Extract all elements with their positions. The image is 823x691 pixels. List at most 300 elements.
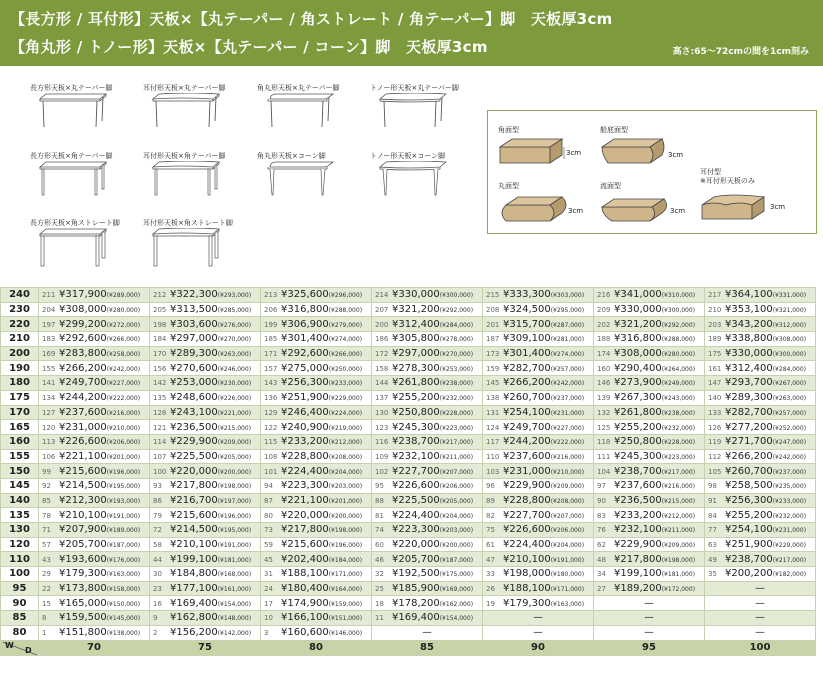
price-excl-tax: (¥200,000) xyxy=(328,512,363,520)
price-cell xyxy=(705,317,816,332)
item-code: 207 xyxy=(375,306,389,315)
item-code: 27 xyxy=(597,585,606,594)
price-value: ¥202,400 xyxy=(281,553,329,565)
table-label: 長方形天板×丸テーパー脚 xyxy=(30,84,113,92)
price-value: ¥223,300 xyxy=(392,524,440,536)
item-code: 79 xyxy=(153,511,162,520)
price-cell xyxy=(594,317,705,332)
price-cell xyxy=(483,332,594,347)
price-excl-tax: (¥238,000) xyxy=(661,409,696,417)
price-cell xyxy=(594,567,705,582)
price-excl-tax: (¥293,000) xyxy=(217,292,252,300)
item-code: 175 xyxy=(708,350,722,359)
price-value: ¥256,300 xyxy=(281,377,329,389)
price-cell xyxy=(594,523,705,538)
price-excl-tax: (¥300,000) xyxy=(439,292,474,300)
price-table xyxy=(0,287,816,656)
price-cell xyxy=(372,552,483,567)
price-cell xyxy=(39,508,150,523)
price-value: ¥244,200 xyxy=(59,392,107,404)
price-cell xyxy=(372,346,483,361)
header-band xyxy=(0,0,823,66)
width-cell: 100 xyxy=(1,567,39,582)
item-code: 61 xyxy=(486,541,495,550)
price-cell xyxy=(705,464,816,479)
table-illustration xyxy=(143,83,253,153)
price-excl-tax: (¥204,000) xyxy=(550,542,585,550)
price-value: ¥312,400 xyxy=(392,318,440,330)
item-code: 78 xyxy=(42,511,51,520)
price-cell xyxy=(261,625,372,640)
width-cell: 210 xyxy=(1,332,39,347)
item-code: 105 xyxy=(708,467,722,476)
price-value: ¥217,800 xyxy=(614,553,662,565)
price-excl-tax: (¥217,000) xyxy=(439,439,474,447)
unavailable-cell: — xyxy=(483,611,594,626)
price-cell xyxy=(39,420,150,435)
price-cell xyxy=(483,523,594,538)
price-cell xyxy=(39,581,150,596)
table-label: トノー形天板×丸テーパー脚 xyxy=(370,84,459,92)
item-code: 72 xyxy=(153,526,162,535)
price-excl-tax: (¥276,000) xyxy=(217,321,252,329)
price-value: ¥205,700 xyxy=(59,539,107,551)
depth-label: 80 xyxy=(261,640,372,655)
price-excl-tax: (¥227,000) xyxy=(106,380,141,388)
price-value: ¥229,900 xyxy=(614,539,662,551)
item-code: 119 xyxy=(708,438,722,447)
price-excl-tax: (¥238,000) xyxy=(439,380,474,388)
width-cell: 175 xyxy=(1,390,39,405)
item-code: 30 xyxy=(153,570,162,579)
item-code: 170 xyxy=(153,350,167,359)
width-cell: 200 xyxy=(1,346,39,361)
price-value: ¥315,700 xyxy=(503,318,551,330)
item-code: 26 xyxy=(486,585,495,594)
price-value: ¥215,600 xyxy=(170,509,218,521)
item-code: 73 xyxy=(264,526,273,535)
item-code: 183 xyxy=(42,335,56,344)
item-code: 206 xyxy=(264,306,278,315)
item-code: 203 xyxy=(708,320,722,329)
item-code: 60 xyxy=(375,541,384,550)
item-code: 90 xyxy=(597,496,606,505)
price-value: ¥233,200 xyxy=(281,436,329,448)
item-code: 103 xyxy=(486,467,500,476)
price-value: ¥216,700 xyxy=(170,494,218,506)
price-cell xyxy=(39,537,150,552)
price-value: ¥199,100 xyxy=(614,568,662,580)
price-cell xyxy=(372,493,483,508)
depth-header-row xyxy=(1,640,816,655)
price-value: ¥251,900 xyxy=(281,392,329,404)
unavailable-cell: — xyxy=(594,611,705,626)
item-code: 115 xyxy=(264,438,278,447)
price-excl-tax: (¥219,000) xyxy=(328,424,363,432)
width-cell: 150 xyxy=(1,464,39,479)
item-code: 145 xyxy=(486,379,500,388)
price-excl-tax: (¥198,000) xyxy=(328,527,363,535)
item-code: 85 xyxy=(42,496,51,505)
price-excl-tax: (¥246,000) xyxy=(217,365,252,373)
item-code: 174 xyxy=(597,350,611,359)
price-cell xyxy=(594,478,705,493)
price-value: ¥256,300 xyxy=(725,494,773,506)
table-drawing xyxy=(151,93,221,129)
width-cell: 80 xyxy=(1,625,39,640)
price-excl-tax: (¥280,000) xyxy=(106,307,141,315)
price-value: ¥189,200 xyxy=(614,583,662,595)
price-value: ¥205,700 xyxy=(392,553,440,565)
table-row xyxy=(1,508,816,523)
price-value: ¥266,200 xyxy=(725,450,773,462)
price-cell xyxy=(483,449,594,464)
price-excl-tax: (¥223,000) xyxy=(661,453,696,461)
price-cell xyxy=(483,508,594,523)
item-code: 58 xyxy=(153,541,162,550)
price-excl-tax: (¥242,000) xyxy=(106,365,141,373)
price-excl-tax: (¥187,000) xyxy=(106,542,141,550)
price-cell xyxy=(261,361,372,376)
item-code: 71 xyxy=(42,526,51,535)
price-value: ¥156,200 xyxy=(170,627,218,639)
item-code: 93 xyxy=(153,482,162,491)
price-excl-tax: (¥235,000) xyxy=(772,483,807,491)
price-excl-tax: (¥203,000) xyxy=(328,483,363,491)
item-code: 161 xyxy=(708,364,722,373)
price-cell xyxy=(594,376,705,391)
price-value: ¥282,700 xyxy=(725,406,773,418)
price-excl-tax: (¥284,000) xyxy=(439,321,474,329)
item-code: 45 xyxy=(264,555,273,564)
price-cell xyxy=(483,434,594,449)
item-code: 102 xyxy=(375,467,389,476)
price-excl-tax: (¥253,000) xyxy=(439,365,474,373)
thickness-label: 3cm xyxy=(566,149,582,157)
price-cell xyxy=(150,523,261,538)
table-label: 耳付形天板×角テーパー脚 xyxy=(143,152,226,160)
item-code: 62 xyxy=(597,541,606,550)
item-code: 124 xyxy=(486,423,500,432)
item-code: 2 xyxy=(153,629,158,638)
width-cell: 95 xyxy=(1,581,39,596)
price-value: ¥317,900 xyxy=(59,289,107,301)
width-cell: 155 xyxy=(1,449,39,464)
axis-d-label: D xyxy=(25,645,32,655)
price-cell xyxy=(39,611,150,626)
price-value: ¥248,600 xyxy=(170,392,218,404)
price-cell xyxy=(261,434,372,449)
price-excl-tax: (¥247,000) xyxy=(772,439,807,447)
price-excl-tax: (¥151,000) xyxy=(328,615,363,623)
price-cell xyxy=(705,537,816,552)
price-excl-tax: (¥303,000) xyxy=(550,292,585,300)
price-value: ¥232,100 xyxy=(614,524,662,536)
price-value: ¥223,300 xyxy=(281,480,329,492)
item-code: 44 xyxy=(153,555,162,564)
price-cell xyxy=(705,420,816,435)
item-code: 35 xyxy=(708,570,717,579)
item-code: 89 xyxy=(486,496,495,505)
price-cell xyxy=(39,625,150,640)
table-illustration xyxy=(30,83,140,153)
price-value: ¥179,300 xyxy=(59,568,107,580)
price-value: ¥162,800 xyxy=(170,612,218,624)
price-value: ¥246,400 xyxy=(281,406,329,418)
price-excl-tax: (¥250,000) xyxy=(328,365,363,373)
price-value: ¥266,200 xyxy=(59,362,107,374)
thickness-label: 3cm xyxy=(670,207,686,215)
price-cell xyxy=(39,449,150,464)
price-value: ¥278,300 xyxy=(392,362,440,374)
price-value: ¥237,600 xyxy=(503,450,551,462)
price-excl-tax: (¥310,000) xyxy=(661,292,696,300)
price-value: ¥364,100 xyxy=(725,289,773,301)
price-value: ¥238,700 xyxy=(614,465,662,477)
price-excl-tax: (¥228,000) xyxy=(661,439,696,447)
price-excl-tax: (¥280,000) xyxy=(661,351,696,359)
price-value: ¥333,300 xyxy=(503,289,551,301)
item-code: 57 xyxy=(42,541,51,550)
item-code: 160 xyxy=(597,364,611,373)
price-value: ¥210,100 xyxy=(59,509,107,521)
item-code: 86 xyxy=(153,496,162,505)
price-cell xyxy=(39,464,150,479)
price-excl-tax: (¥221,000) xyxy=(217,409,252,417)
price-value: ¥188,100 xyxy=(503,583,551,595)
price-excl-tax: (¥284,000) xyxy=(772,365,807,373)
price-cell xyxy=(261,302,372,317)
item-code: 137 xyxy=(375,394,389,403)
price-excl-tax: (¥205,000) xyxy=(217,453,252,461)
item-code: 47 xyxy=(486,555,495,564)
table-row xyxy=(1,596,816,611)
price-cell xyxy=(372,478,483,493)
price-value: ¥210,100 xyxy=(170,539,218,551)
price-cell xyxy=(39,596,150,611)
price-cell xyxy=(594,332,705,347)
price-excl-tax: (¥208,000) xyxy=(550,497,585,505)
price-value: ¥343,200 xyxy=(725,318,773,330)
price-excl-tax: (¥223,000) xyxy=(439,424,474,432)
price-excl-tax: (¥228,000) xyxy=(439,409,474,417)
price-value: ¥151,800 xyxy=(59,627,107,639)
price-value: ¥261,800 xyxy=(392,377,440,389)
price-cell xyxy=(705,493,816,508)
price-value: ¥290,400 xyxy=(614,362,662,374)
axis-w-label: W xyxy=(5,640,14,650)
width-cell: 120 xyxy=(1,537,39,552)
price-cell xyxy=(705,552,816,567)
price-excl-tax: (¥205,000) xyxy=(439,497,474,505)
price-excl-tax: (¥164,000) xyxy=(328,586,363,594)
price-cell xyxy=(594,552,705,567)
width-cell: 130 xyxy=(1,523,39,538)
width-cell: 135 xyxy=(1,508,39,523)
price-value: ¥353,100 xyxy=(725,304,773,316)
price-cell xyxy=(150,434,261,449)
price-cell xyxy=(372,376,483,391)
item-code: 59 xyxy=(264,541,273,550)
price-cell xyxy=(705,449,816,464)
price-value: ¥179,300 xyxy=(503,597,551,609)
price-cell xyxy=(261,376,372,391)
item-code: 32 xyxy=(375,570,384,579)
price-cell xyxy=(39,346,150,361)
edge-type-note: ※耳付形天板のみ xyxy=(700,177,755,185)
price-excl-tax: (¥211,000) xyxy=(661,527,696,535)
price-excl-tax: (¥209,000) xyxy=(217,439,252,447)
item-code: 9 xyxy=(153,614,158,623)
price-cell xyxy=(150,361,261,376)
price-excl-tax: (¥308,000) xyxy=(772,336,807,344)
price-cell xyxy=(705,376,816,391)
price-excl-tax: (¥281,000) xyxy=(550,336,585,344)
price-excl-tax: (¥148,000) xyxy=(217,615,252,623)
price-cell xyxy=(372,288,483,303)
item-code: 120 xyxy=(42,423,56,432)
price-cell xyxy=(261,596,372,611)
price-value: ¥214,500 xyxy=(170,524,218,536)
price-value: ¥178,200 xyxy=(392,597,440,609)
item-code: 113 xyxy=(42,438,56,447)
price-excl-tax: (¥229,000) xyxy=(772,542,807,550)
edge-boat-drawing xyxy=(600,137,670,167)
edge-square-drawing xyxy=(498,137,568,167)
price-excl-tax: (¥226,000) xyxy=(217,395,252,403)
price-cell xyxy=(261,493,372,508)
price-cell xyxy=(483,552,594,567)
width-cell: 85 xyxy=(1,611,39,626)
price-cell xyxy=(150,346,261,361)
price-excl-tax: (¥187,000) xyxy=(439,556,474,564)
price-cell xyxy=(372,523,483,538)
item-code: 214 xyxy=(375,291,389,300)
depth-label: 75 xyxy=(150,640,261,655)
price-excl-tax: (¥216,000) xyxy=(106,409,141,417)
item-code: 212 xyxy=(153,291,167,300)
item-code: 143 xyxy=(264,379,278,388)
price-excl-tax: (¥176,000) xyxy=(106,556,141,564)
price-cell xyxy=(372,537,483,552)
price-cell xyxy=(261,332,372,347)
price-excl-tax: (¥195,000) xyxy=(106,483,141,491)
item-code: 97 xyxy=(597,482,606,491)
price-excl-tax: (¥266,000) xyxy=(106,336,141,344)
price-excl-tax: (¥142,000) xyxy=(217,630,252,638)
price-excl-tax: (¥146,000) xyxy=(328,630,363,638)
price-value: ¥338,800 xyxy=(725,333,773,345)
price-cell xyxy=(261,611,372,626)
width-cell: 160 xyxy=(1,434,39,449)
unavailable-cell: — xyxy=(594,596,705,611)
price-cell xyxy=(150,332,261,347)
item-code: 99 xyxy=(42,467,51,476)
item-code: 188 xyxy=(597,335,611,344)
item-code: 46 xyxy=(375,555,384,564)
price-excl-tax: (¥258,000) xyxy=(106,351,141,359)
depth-label: 70 xyxy=(39,640,150,655)
edge-type-label: 角面型 xyxy=(498,126,519,134)
price-excl-tax: (¥217,000) xyxy=(661,468,696,476)
item-code: 83 xyxy=(597,511,606,520)
item-code: 197 xyxy=(42,320,56,329)
price-cell xyxy=(150,449,261,464)
price-value: ¥220,000 xyxy=(392,539,440,551)
table-illustration xyxy=(257,83,367,153)
price-cell xyxy=(150,596,261,611)
width-cell: 180 xyxy=(1,376,39,391)
item-code: 205 xyxy=(153,306,167,315)
price-excl-tax: (¥252,000) xyxy=(772,424,807,432)
item-code: 116 xyxy=(375,438,389,447)
price-value: ¥215,600 xyxy=(281,539,329,551)
item-code: 146 xyxy=(597,379,611,388)
item-code: 1 xyxy=(42,629,47,638)
table-illustration xyxy=(143,218,253,288)
item-code: 77 xyxy=(708,526,717,535)
price-value: ¥270,600 xyxy=(170,362,218,374)
price-excl-tax: (¥171,000) xyxy=(550,586,585,594)
price-value: ¥244,200 xyxy=(503,436,551,448)
price-cell xyxy=(705,508,816,523)
price-value: ¥220,000 xyxy=(281,509,329,521)
item-code: 136 xyxy=(264,394,278,403)
price-value: ¥184,800 xyxy=(170,568,218,580)
table-row xyxy=(1,302,816,317)
item-code: 80 xyxy=(264,511,273,520)
item-code: 200 xyxy=(375,320,389,329)
item-code: 122 xyxy=(264,423,278,432)
price-excl-tax: (¥158,000) xyxy=(106,586,141,594)
table-row xyxy=(1,625,816,640)
item-code: 186 xyxy=(375,335,389,344)
price-excl-tax: (¥212,000) xyxy=(661,512,696,520)
item-code: 11 xyxy=(375,614,384,623)
price-value: ¥254,100 xyxy=(725,524,773,536)
price-excl-tax: (¥288,000) xyxy=(328,307,363,315)
item-code: 204 xyxy=(42,306,56,315)
price-excl-tax: (¥232,000) xyxy=(772,512,807,520)
price-value: ¥231,000 xyxy=(59,421,107,433)
price-value: ¥237,600 xyxy=(614,480,662,492)
price-excl-tax: (¥204,000) xyxy=(328,468,363,476)
item-code: 142 xyxy=(153,379,167,388)
item-code: 169 xyxy=(42,350,56,359)
price-value: ¥309,100 xyxy=(503,333,551,345)
title-line-2: 【角丸形 / トノー形】天板×【丸テーパー / コーン】脚 天板厚3cm xyxy=(10,38,488,56)
item-code: 108 xyxy=(264,452,278,461)
price-value: ¥273,900 xyxy=(614,377,662,389)
price-value: ¥214,500 xyxy=(59,480,107,492)
price-cell xyxy=(372,420,483,435)
item-code: 213 xyxy=(264,291,278,300)
price-value: ¥293,700 xyxy=(725,377,773,389)
table-row xyxy=(1,420,816,435)
price-cell xyxy=(261,523,372,538)
price-cell xyxy=(372,361,483,376)
price-excl-tax: (¥232,000) xyxy=(661,424,696,432)
price-cell xyxy=(705,332,816,347)
price-cell xyxy=(705,361,816,376)
price-excl-tax: (¥292,000) xyxy=(661,321,696,329)
price-cell xyxy=(594,449,705,464)
price-cell xyxy=(483,302,594,317)
item-code: 132 xyxy=(597,408,611,417)
price-value: ¥306,900 xyxy=(281,318,329,330)
price-excl-tax: (¥201,000) xyxy=(106,453,141,461)
table-row xyxy=(1,346,816,361)
